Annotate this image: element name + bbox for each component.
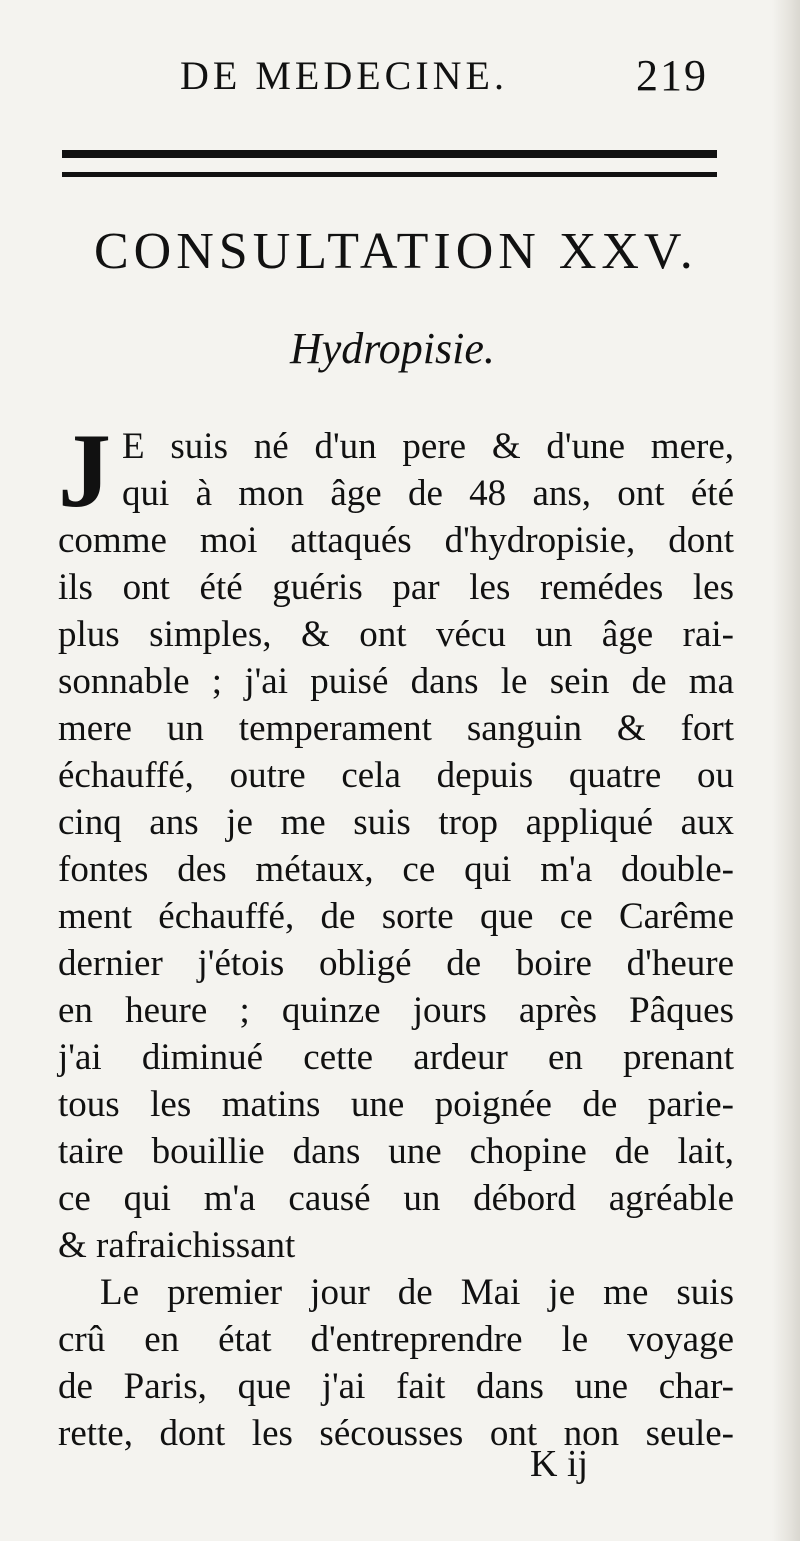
text-line: taire bouillie dans une chopine de lait, [58, 1131, 734, 1172]
text-line: dernier j'étois obligé de boire d'heure [58, 943, 734, 984]
text-line: de Paris, que j'ai fait dans une char- [58, 1366, 734, 1407]
running-head: DE MEDECINE. [180, 53, 508, 98]
page-number: 219 [636, 51, 708, 100]
text-line: comme moi attaqués d'hydropisie, dont [58, 520, 734, 561]
text-line: tous les matins une poignée de parie- [58, 1084, 734, 1125]
text-line: E suis né d'un pere & d'une mere, [122, 426, 734, 467]
text-line: ment échauffé, de sorte que ce Carême [58, 896, 734, 937]
page-edge-shadow [772, 0, 800, 1541]
section-title: CONSULTATION XXV. [94, 223, 698, 280]
text-line: crû en état d'entreprendre le voyage [58, 1319, 734, 1360]
header-rule-thin [62, 172, 717, 177]
text-line: Le premier jour de Mai je me suis [100, 1272, 734, 1313]
text-line: ils ont été guéris par les remédes les [58, 567, 734, 608]
text-line: plus simples, & ont vécu un âge rai- [58, 614, 734, 655]
text-line: rette, dont les sécousses ont non seule- [58, 1413, 734, 1454]
text-line: mere un temperament sanguin & fort [58, 708, 734, 749]
header-rule-thick [62, 150, 717, 158]
text-line: sonnable ; j'ai puisé dans le sein de ma [58, 661, 734, 702]
text-line: échauffé, outre cela depuis quatre ou [58, 755, 734, 796]
drop-cap: J [58, 412, 111, 529]
text-line: ce qui m'a causé un débord agréable [58, 1178, 734, 1219]
text-line: j'ai diminué cette ardeur en prenant [58, 1037, 734, 1078]
text-line: qui à mon âge de 48 ans, ont été [122, 473, 734, 514]
text-line-last: & rafraichissant [58, 1225, 296, 1266]
text-line: cinq ans je me suis trop appliqué aux [58, 802, 734, 843]
text-line: fontes des métaux, ce qui m'a double- [58, 849, 734, 890]
text-line: en heure ; quinze jours après Pâques [58, 990, 734, 1031]
signature-mark: K ij [530, 1443, 589, 1485]
section-subtitle: Hydropisie. [290, 324, 495, 373]
